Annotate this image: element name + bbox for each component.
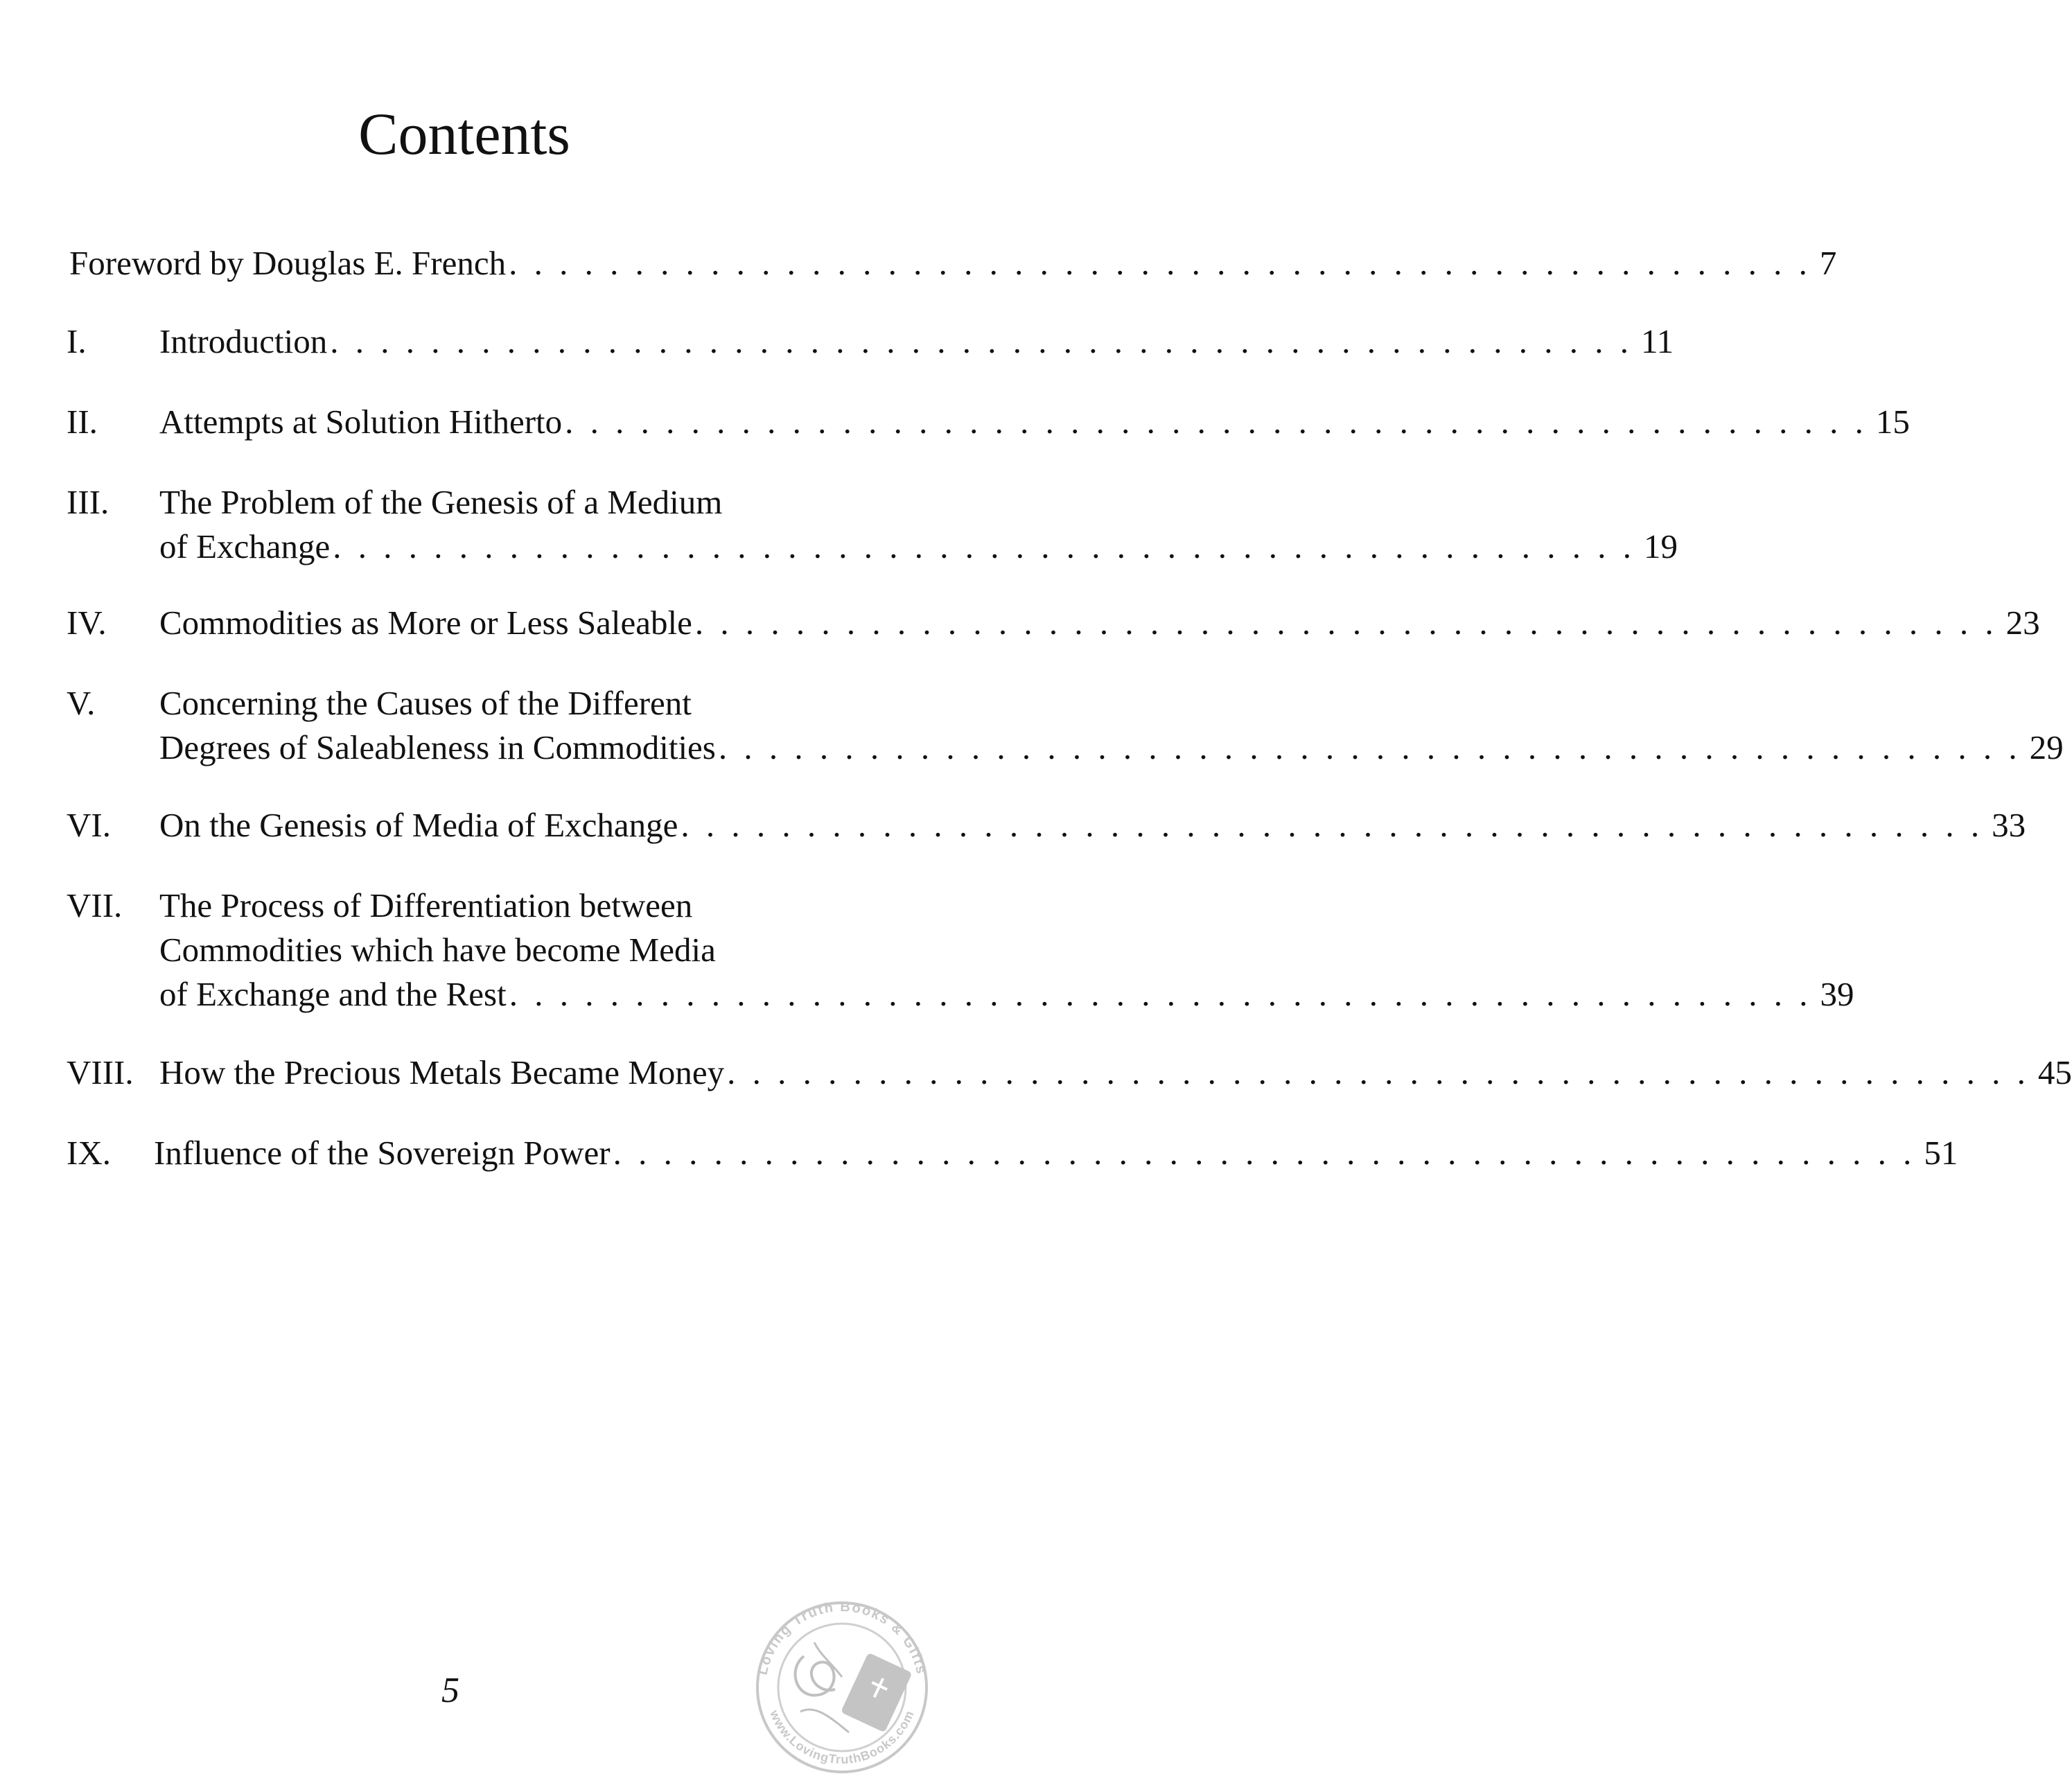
toc-entry-title: On the Genesis of Media of Exchange	[159, 806, 678, 844]
toc-line	[69, 241, 1837, 286]
toc-entry-title: Concerning the Causes of the Different	[159, 684, 692, 722]
chapter-numeral: I.	[67, 322, 87, 360]
leader-dots: . . . . . . . . . . . . . . . . . . . . . . . . . . . . . . . . . . . . . . . . . . . . . . . . . . . .	[613, 1134, 1916, 1172]
toc-line	[159, 601, 2040, 645]
watermark-stamp	[738, 1573, 946, 1774]
toc-line	[159, 319, 1674, 364]
toc-line	[159, 525, 1678, 569]
toc-page-number: 51	[1924, 1134, 1958, 1172]
toc-entry-title-continued: Degrees of Saleableness in Commodities	[159, 728, 716, 766]
chapter-numeral: II.	[67, 403, 98, 441]
leader-dots: . . . . . . . . . . . . . . . . . . . . . . . . . . . . . . . . . . . . . . . . . . . . . . . . . . . .	[681, 806, 1984, 844]
toc-page-number: 45	[2037, 1053, 2072, 1091]
chapter-numeral: VII.	[67, 886, 123, 924]
toc-entry-title: The Problem of the Genesis of a Medium	[159, 483, 723, 521]
leader-dots: . . . . . . . . . . . . . . . . . . . . . . . . . . . . . . . . . . . . . . . . . . . . . . . . . . . .	[718, 728, 2021, 766]
toc-line	[159, 400, 1910, 444]
stamp-text-bottom: www.LovingTruthBooks.com	[767, 1707, 917, 1767]
chapter-numeral: IV.	[67, 604, 107, 642]
toc-entry-title: Commodities as More or Less Saleable	[159, 604, 692, 642]
toc-page-number: 15	[1875, 403, 1910, 441]
toc-line	[159, 726, 2064, 770]
stamp-text-top: Loving Truth Books & Gifts	[755, 1599, 929, 1677]
toc-entry-title: Influence of the Sovereign Power	[154, 1134, 611, 1172]
chapter-numeral: IX.	[67, 1134, 111, 1172]
toc-entry-title-continued: of Exchange	[159, 527, 331, 565]
leader-dots: . . . . . . . . . . . . . . . . . . . . . . . . . . . . . . . . . . . . . . . . . . . . . . . . . . . .	[727, 1053, 2030, 1091]
toc-page-number: 39	[1820, 975, 1854, 1013]
toc-page-number: 29	[2029, 728, 2064, 766]
toc-entry-title: Foreword by Douglas E. French	[69, 244, 507, 282]
svg-text:www.LovingTruthBooks.com	[767, 1707, 917, 1766]
toc-page-number: 23	[2005, 604, 2040, 642]
toc-page-number: 33	[1992, 806, 2026, 844]
toc-entry-title: Attempts at Solution Hitherto	[159, 403, 563, 441]
leader-dots: . . . . . . . . . . . . . . . . . . . . . . . . . . . . . . . . . . . . . . . . . . . . . . . . . . . .	[509, 975, 1812, 1013]
toc-page-number: 11	[1640, 322, 1674, 360]
gift-book-icon	[796, 1642, 913, 1732]
toc-entry-title-continued: Commodities which have become Media	[159, 931, 716, 969]
leader-dots: . . . . . . . . . . . . . . . . . . . . . . . . . . . . . . . . . . . . . . . . . . . . . . . . . . . .	[694, 604, 1998, 642]
toc-entry-title: How the Precious Metals Became Money	[159, 1053, 725, 1091]
leader-dots: . . . . . . . . . . . . . . . . . . . . . . . . . . . . . . . . . . . . . . . . . . . . . . . . . . . .	[333, 527, 1635, 565]
leader-dots: . . . . . . . . . . . . . . . . . . . . . . . . . . . . . . . . . . . . . . . . . . . . . . . . . . . .	[509, 244, 1811, 282]
toc-page-number: 19	[1644, 527, 1678, 565]
chapter-numeral: VIII.	[67, 1053, 134, 1091]
toc-entry-title: Introduction	[159, 322, 328, 360]
page-title: Contents	[358, 100, 570, 167]
toc-entry-title: The Process of Differentiation between	[159, 886, 693, 924]
toc-line	[154, 1131, 1958, 1175]
chapter-numeral: VI.	[67, 806, 111, 844]
chapter-numeral: V.	[67, 684, 96, 722]
toc-line	[159, 803, 2026, 848]
toc-entry-title-continued: of Exchange and the Rest	[159, 975, 507, 1013]
svg-text:Loving Truth Books & Gifts	[755, 1599, 929, 1676]
toc-line	[159, 1051, 2072, 1095]
chapter-numeral: III.	[67, 483, 109, 521]
toc-line	[159, 972, 1854, 1017]
page-number: 5	[441, 1671, 459, 1710]
leader-dots: . . . . . . . . . . . . . . . . . . . . . . . . . . . . . . . . . . . . . . . . . . . . . . . . . . . .	[330, 322, 1633, 360]
toc-page-number: 7	[1819, 244, 1837, 282]
leader-dots: . . . . . . . . . . . . . . . . . . . . . . . . . . . . . . . . . . . . . . . . . . . . . . . . . . . .	[565, 403, 1868, 441]
